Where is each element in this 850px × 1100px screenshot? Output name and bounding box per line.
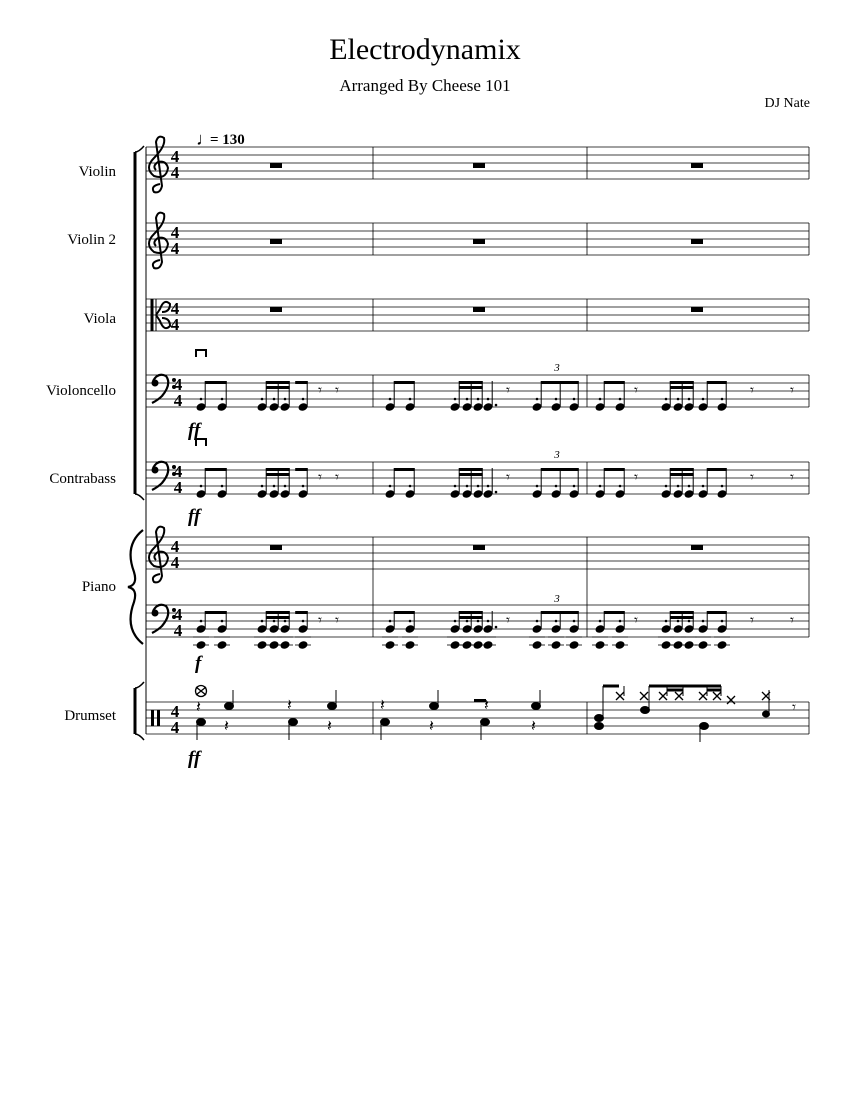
note [193, 611, 209, 650]
note [714, 611, 730, 650]
staff-drumset [146, 702, 809, 734]
note [216, 468, 227, 499]
time-sig-num: 4 [170, 299, 180, 318]
rest-glyph: 𝄽 [429, 718, 434, 735]
rest-glyph: 𝄾 [792, 700, 796, 716]
tuplet-label: 3 [554, 362, 560, 374]
note [295, 611, 311, 650]
drumset-bracket [135, 682, 144, 740]
note [568, 468, 579, 499]
note [697, 381, 708, 412]
beam [205, 468, 227, 471]
instrument-label-viola: Viola [83, 311, 116, 327]
note [404, 381, 415, 412]
beam [670, 611, 694, 614]
beam [541, 611, 579, 614]
note [683, 381, 694, 412]
rest-glyph: 𝄾 [506, 470, 510, 486]
beam [604, 611, 625, 614]
beam [295, 468, 308, 471]
rest-glyph: 𝄾 [750, 383, 754, 399]
staff-violoncello [146, 375, 809, 407]
note [697, 468, 708, 499]
rest-glyph: 𝄾 [506, 383, 510, 399]
time-sig-num: 4 [173, 605, 183, 624]
note [695, 611, 711, 650]
beam [541, 381, 579, 384]
rest-glyph: 𝄾 [790, 470, 794, 486]
note [384, 381, 395, 412]
note [548, 611, 564, 650]
rest-glyph: 𝄾 [318, 470, 322, 486]
note [279, 381, 290, 412]
note [531, 381, 542, 412]
crash-cymbal-note [196, 686, 207, 697]
beam [205, 381, 227, 384]
rest-glyph: 𝄽 [196, 699, 201, 716]
note [672, 468, 683, 499]
note [683, 468, 694, 499]
note [482, 381, 493, 412]
rest-glyph: 𝄽 [380, 697, 385, 714]
beam [266, 381, 290, 384]
beam [459, 611, 483, 614]
note [195, 468, 206, 499]
note [592, 611, 608, 650]
note [594, 381, 605, 412]
beam [459, 468, 483, 471]
beam [266, 386, 290, 389]
note [268, 468, 279, 499]
tuplet-label: 3 [554, 449, 560, 461]
note [297, 468, 308, 499]
beam [394, 381, 415, 384]
time-sig-den: 4 [173, 478, 183, 497]
beam [394, 468, 415, 471]
note [297, 381, 308, 412]
down-bow-icon [196, 350, 206, 357]
rest-glyph: 𝄽 [224, 718, 229, 735]
time-sig-den: 4 [170, 718, 180, 737]
time-sig-num: 4 [170, 537, 180, 556]
time-sig-num: 4 [173, 375, 183, 394]
note [461, 381, 472, 412]
rest-glyph: 𝄾 [318, 613, 322, 629]
note [195, 381, 206, 412]
tuplet-label: 3 [554, 593, 560, 605]
rest-glyph: 𝄾 [335, 470, 339, 486]
note [716, 381, 727, 412]
beam [459, 386, 483, 389]
note [716, 468, 727, 499]
note [566, 611, 582, 650]
time-sig-num: 4 [173, 462, 183, 481]
note [594, 468, 605, 499]
rest-glyph: 𝄽 [484, 697, 489, 714]
beam [459, 381, 483, 384]
time-sig-num: 4 [170, 147, 180, 166]
instrument-label-violoncello: Violoncello [46, 383, 116, 399]
composer-name: DJ Nate [764, 96, 810, 111]
note [660, 381, 671, 412]
instrument-label-violin: Violin [78, 164, 116, 180]
dynamic-marking: f [195, 653, 202, 674]
beam [541, 468, 579, 471]
staff-viola [146, 299, 809, 331]
beam [266, 468, 290, 471]
time-sig-den: 4 [173, 391, 183, 410]
tempo-note-glyph: ♩ [196, 129, 214, 149]
time-sig-den: 4 [170, 239, 180, 258]
note [531, 468, 542, 499]
beam [459, 616, 483, 619]
beam [295, 381, 308, 384]
note [256, 381, 267, 412]
beam [670, 473, 694, 476]
time-sig-den: 4 [170, 163, 180, 182]
treble-clef-icon [149, 527, 168, 583]
note [404, 468, 415, 499]
instrument-label-drumset: Drumset [64, 708, 116, 724]
rest-glyph: 𝄾 [750, 470, 754, 486]
dynamic-marking: ff [188, 506, 201, 527]
time-sig-den: 4 [173, 621, 183, 640]
note [279, 468, 290, 499]
instrument-label-piano: Piano [81, 579, 116, 595]
note [382, 611, 398, 650]
note [482, 468, 493, 499]
note [660, 468, 671, 499]
time-sig-den: 4 [170, 553, 180, 572]
tempo-marking: = 130 [210, 132, 245, 148]
rest-glyph: 𝄾 [750, 613, 754, 629]
rest-glyph: 𝄽 [327, 718, 332, 735]
note [216, 381, 227, 412]
beam [670, 381, 694, 384]
rest-glyph: 𝄽 [531, 718, 536, 735]
rest-glyph: 𝄾 [790, 383, 794, 399]
beam [205, 611, 227, 614]
time-signatures [171, 147, 183, 737]
drumset-notes [196, 686, 797, 743]
note [529, 611, 545, 650]
dynamic-marking: ff [188, 748, 201, 769]
note [612, 611, 628, 650]
note [256, 468, 267, 499]
note [461, 468, 472, 499]
beam [266, 611, 290, 614]
score-subtitle: Arranged By Cheese 101 [339, 76, 511, 95]
rest-glyph: 𝄾 [790, 613, 794, 629]
piano-bass-notes [193, 611, 794, 650]
beam [670, 468, 694, 471]
time-sig-den: 4 [170, 315, 180, 334]
staff-contrabass [146, 462, 809, 494]
beam [604, 381, 625, 384]
beam [707, 611, 727, 614]
time-sig-num: 4 [170, 223, 180, 242]
note [268, 381, 279, 412]
note [672, 381, 683, 412]
piano-brace [128, 530, 143, 644]
note [472, 381, 483, 412]
note [384, 468, 395, 499]
beam [266, 616, 290, 619]
rest-glyph: 𝄾 [634, 613, 638, 629]
rest-glyph: 𝄾 [506, 613, 510, 629]
beam [459, 473, 483, 476]
note [550, 468, 561, 499]
instrument-label-contrabass: Contrabass [49, 471, 116, 487]
note [472, 468, 483, 499]
note [402, 611, 418, 650]
rest-glyph: 𝄾 [335, 383, 339, 399]
note [449, 381, 460, 412]
note [214, 611, 230, 650]
beam [707, 381, 727, 384]
score-title: Electrodynamix [329, 33, 521, 66]
note [550, 381, 561, 412]
beam [604, 468, 625, 471]
beam [670, 386, 694, 389]
note [614, 381, 625, 412]
rest-glyph: 𝄾 [634, 470, 638, 486]
note [449, 468, 460, 499]
beam [394, 611, 415, 614]
time-sig-num: 4 [170, 702, 180, 721]
beam [670, 616, 694, 619]
note [568, 381, 579, 412]
rest-glyph: 𝄾 [318, 383, 322, 399]
beam [295, 611, 308, 614]
beam [266, 473, 290, 476]
staff-piano-treble [146, 537, 809, 569]
rest-glyph: 𝄾 [634, 383, 638, 399]
strings-bracket [135, 146, 144, 500]
instrument-label-violin-2: Violin 2 [67, 232, 116, 248]
note [614, 468, 625, 499]
treble-clef-icon [149, 213, 168, 269]
treble-clef-icon [149, 137, 168, 193]
beam [707, 468, 727, 471]
rest-glyph: 𝄾 [335, 613, 339, 629]
dynamic-marking: ff [188, 420, 201, 441]
rest-glyph: 𝄽 [287, 697, 292, 714]
